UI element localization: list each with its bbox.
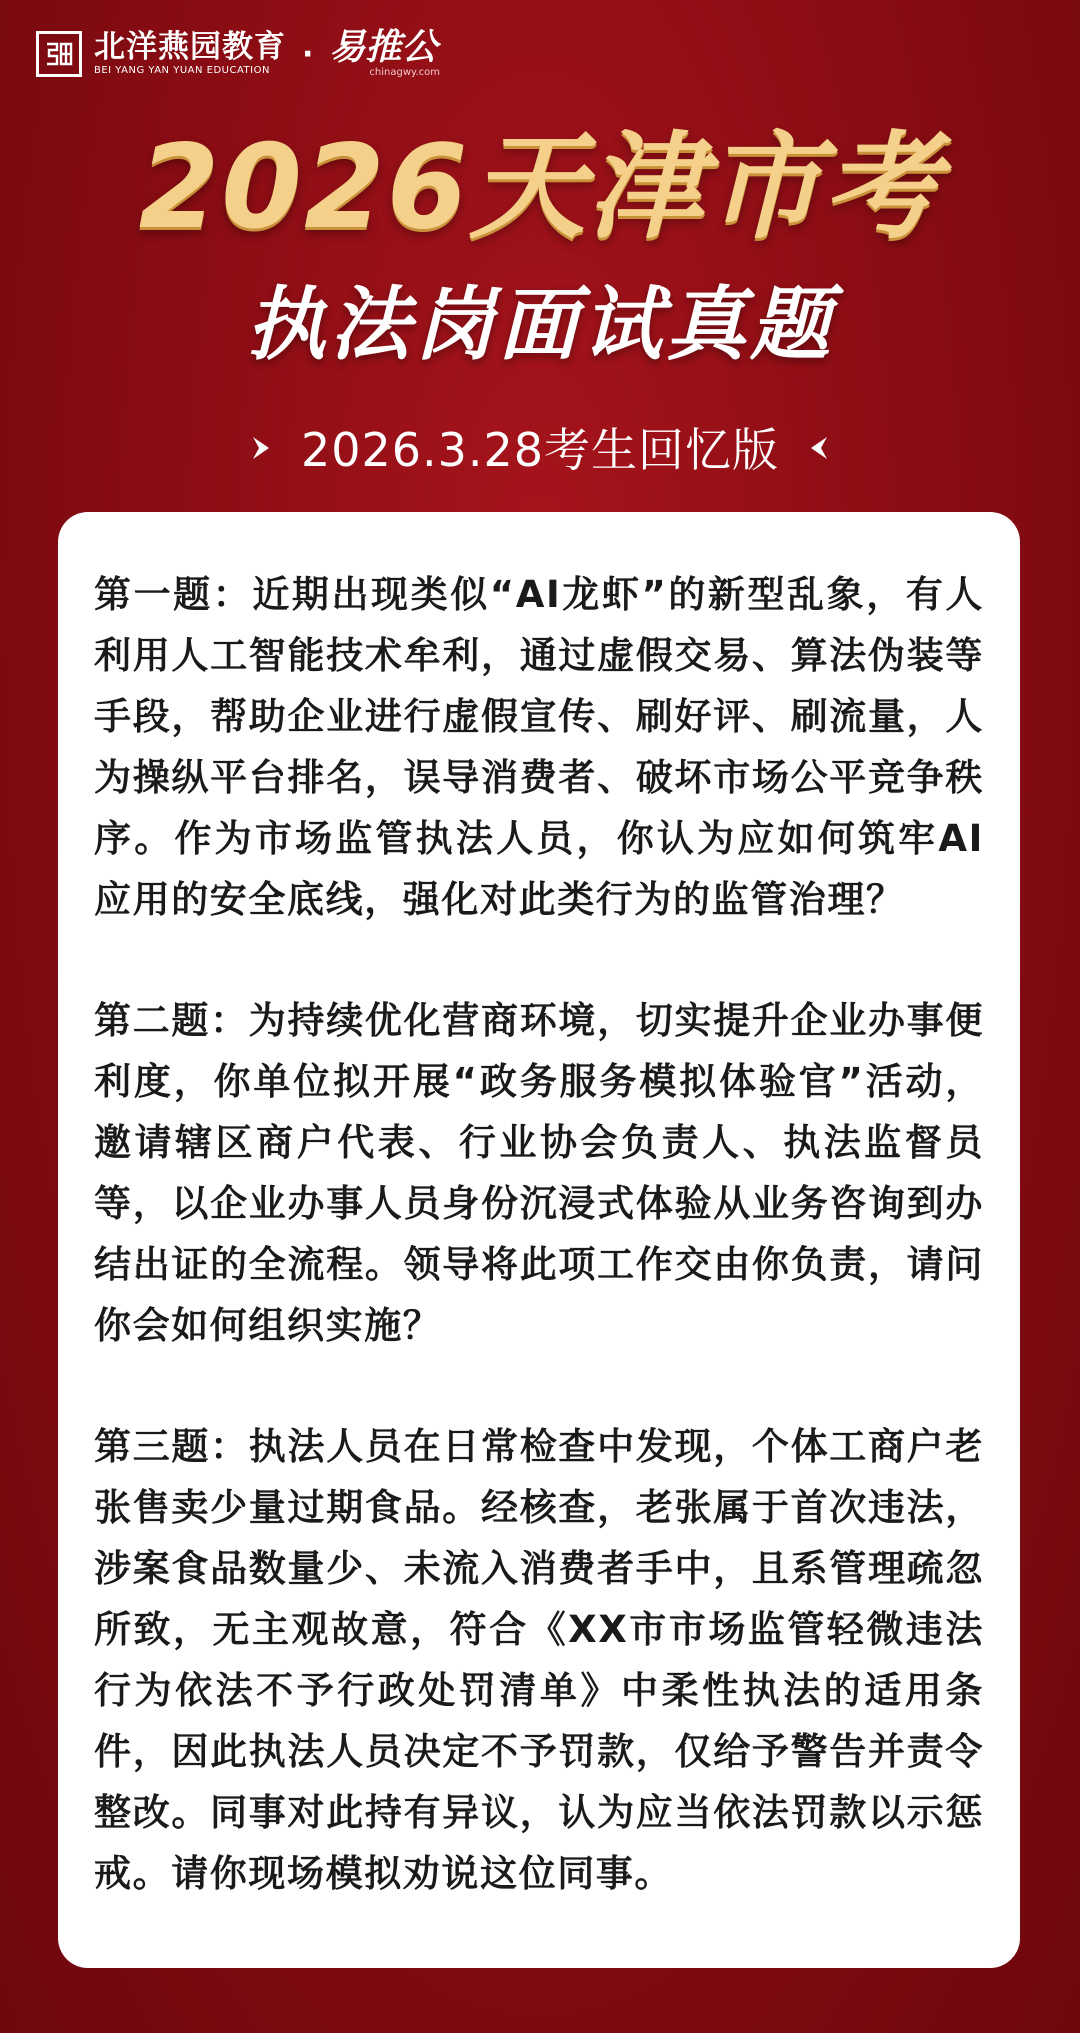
brand-name: 北洋燕园教育 <box>94 29 286 65</box>
chevron-left-icon <box>805 415 831 485</box>
questions-card <box>58 512 1020 1968</box>
question-1: 第一题：近期出现类似“AI龙虾”的新型乱象，有人利用人工智能技术牟利，通过虚假交易、算法伪装等手段，帮助企业进行虚假宣传、刷好评、刷流量，人为操纵平台排名，误导消费者、破坏市场公平竞争秩序。作为市场监管执法人员，你认为应如何筑牢AI应用的安全底线，强化对此类行为的监管治理？ <box>94 573 984 921</box>
partner-url: chinagwy.com <box>369 67 441 78</box>
question-2: 第二题：为持续优化营商环境，切实提升企业办事便利度，你单位拟开展“政务服务模拟体验官”活动，邀请辖区商户代表、行业协会负责人、执法监督员等，以企业办事人员身份沉浸式体验从业务咨询到办结出证的全流程。领导将此项工作交由你负责，请问你会如何组织实施？ <box>94 999 984 1347</box>
edition-line <box>0 415 1080 485</box>
brand-english: BEI YANG YAN YUAN EDUCATION <box>94 65 270 76</box>
page-subtitle: 执法岗面试真题 <box>246 278 834 371</box>
chevron-right-icon <box>249 415 275 485</box>
partner-name: 易推公 <box>329 27 438 68</box>
brand-separator: · <box>302 36 314 72</box>
brand-block <box>94 30 286 78</box>
header-bar <box>36 24 440 84</box>
seal-logo-icon <box>36 31 82 77</box>
edition-label: 2026.3.28考生回忆版 <box>300 423 780 477</box>
question-3: 第三题：执法人员在日常检查中发现，个体工商户老张售卖少量过期食品。经核查，老张属于首次违法，涉案食品数量少、未流入消费者手中，且系管理疏忽所致，无主观故意，符合《XX市市场监管轻微违法行为依法不予行政处罚清单》中柔性执法的适用条件，因此执法人员决定不予罚款，仅给予警告并责令整改。同事对此持有异议，认为应当依法罚款以示惩戒。请你现场模拟劝说这位同事。 <box>94 1425 984 1895</box>
partner-block <box>329 29 440 79</box>
page-title: 2026天津市考 <box>138 120 942 255</box>
